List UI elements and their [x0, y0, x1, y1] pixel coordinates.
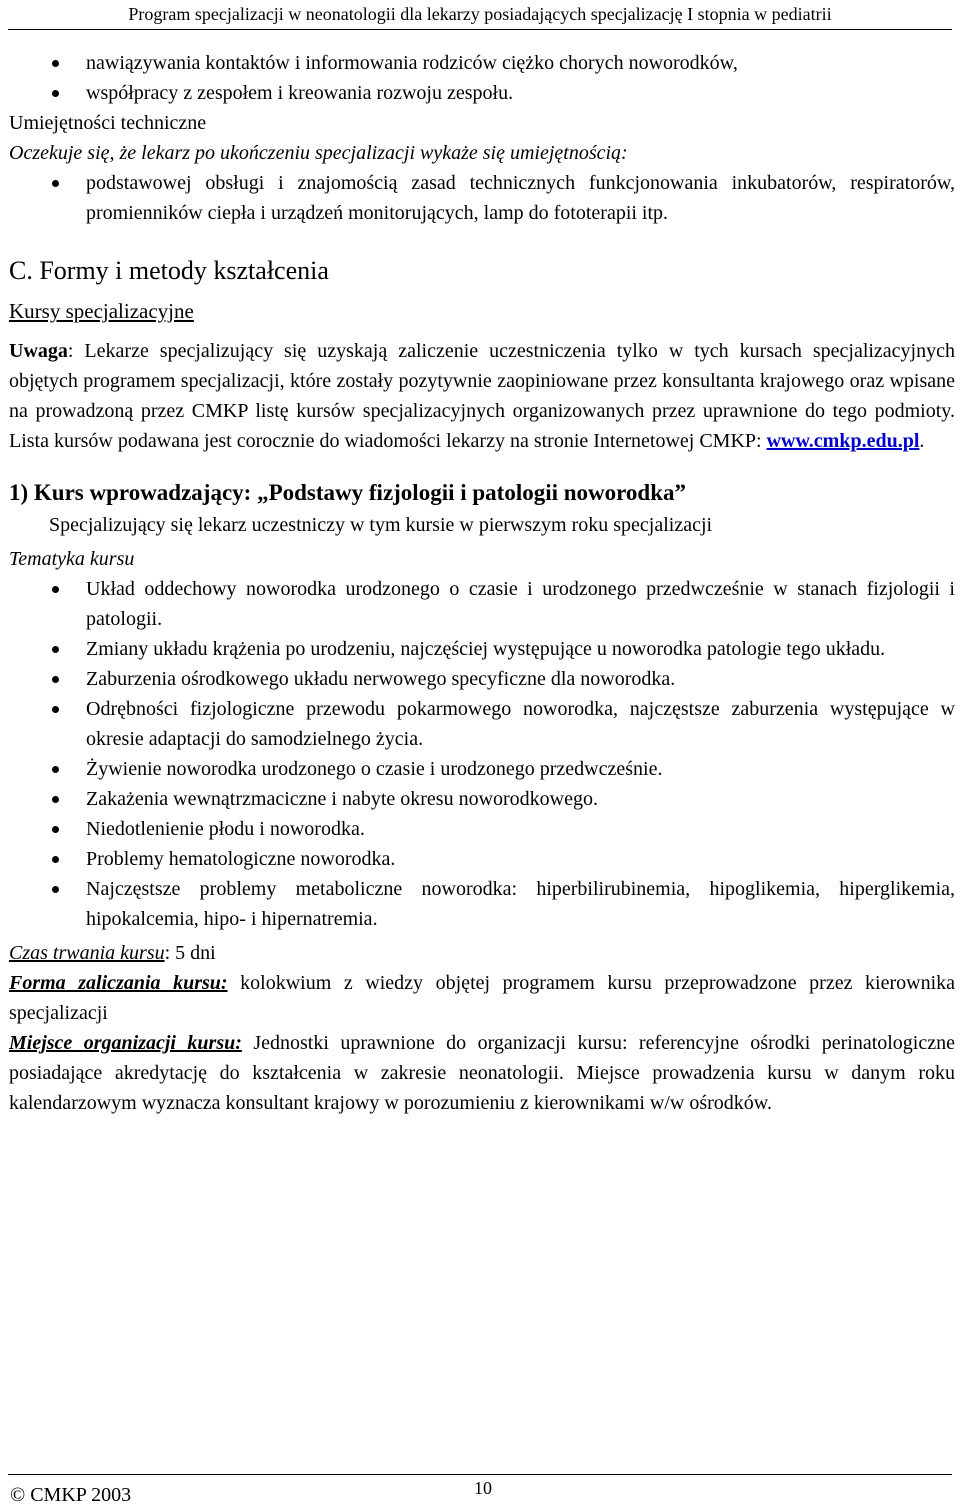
note-label: Uwaga — [9, 340, 68, 362]
course-1-assessment: Forma zaliczania kursu: kolokwium z wiedzy objętej programem kursu przeprowadzone przez kierownika specjalizacji — [9, 972, 956, 1024]
assessment-label: Forma zaliczania kursu: — [9, 972, 228, 994]
specialization-courses-heading: Kursy specjalizacyjne — [9, 299, 194, 323]
bullet-icon — [52, 676, 59, 683]
list-item: Zakażenia wewnątrzmaciczne i nabyte okresu noworodkowego. — [9, 784, 955, 814]
copyright: © CMKP 2003 — [10, 1484, 132, 1506]
list-item: nawiązywania kontaktów i informowania rodziców ciężko chorych noworodków, — [9, 48, 955, 78]
page-number: 10 — [474, 1478, 492, 1498]
bullet-icon — [52, 646, 59, 653]
course-1-description: Specjalizujący się lekarz uczestniczy w tym kursie w pierwszym roku specjalizacji — [49, 514, 713, 536]
bullet-icon — [52, 886, 59, 893]
list-item: Zmiany układu krążenia po urodzeniu, najczęściej występujące u noworodka patologie tego układu. — [9, 634, 955, 664]
bullet-icon — [52, 856, 59, 863]
list-item: Niedotlenienie płodu i noworodka. — [9, 814, 955, 844]
list-item: Najczęstsze problemy metaboliczne noworodka: hiperbilirubinemia, hipoglikemia, hiperglikemia, hipokalcemia, hipo- i hipernatremia. — [9, 874, 955, 934]
bullet-icon — [52, 180, 59, 187]
technical-skills-heading: Umiejętności techniczne — [9, 112, 207, 134]
list-item: Odrębności fizjologiczne przewodu pokarmowego noworodka, najczęstsze zaburzenia występujące w okresie adaptacji do samodzielnego życia. — [9, 694, 955, 754]
course-1-duration: Czas trwania kursu: 5 dni — [9, 942, 216, 964]
list-item: Zaburzenia ośrodkowego układu nerwowego specyficzne dla noworodka. — [9, 664, 955, 694]
note-text: : Lekarze specjalizujący się uzyskają zaliczenie uczestniczenia tylko w tych kursach specjalizacyjnych objętych programem specjalizacji, które zostały pozytywnie zaopiniowane przez konsultanta krajowego oraz wpisane na prowadzoną przez CMKP listę kursów specjalizacyjnych organizowanych przez uprawnione do tego podmioty. Lista kursów podawana jest corocznie do wiadomości lekarzy na stronie Internetowej CMKP: — [9, 340, 955, 452]
list-item: Problemy hematologiczne noworodka. — [9, 844, 955, 874]
list-item: Układ oddechowy noworodka urodzonego o czasie i urodzonego przedwcześnie w stanach fizjologii i patologii. — [9, 574, 955, 634]
communication-skills-list — [9, 48, 955, 108]
bullet-icon — [52, 796, 59, 803]
course-1-title: 1) Kurs wprowadzający: „Podstawy fizjologii i patologii noworodka” — [9, 480, 687, 505]
location-label: Miejsce organizacji kursu: — [9, 1032, 242, 1054]
list-item: podstawowej obsługi i znajomością zasad technicznych funkcjonowania inkubatorów, respiratorów, promienników ciepła i urządzeń monitorujących, lamp do fototerapii itp. — [9, 168, 955, 228]
list-item: Żywienie noworodka urodzonego o czasie i urodzonego przedwcześnie. — [9, 754, 955, 784]
running-header: Program specjalizacji w neonatologii dla lekarzy posiadających specjalizację I stopnia w pediatrii — [8, 2, 952, 30]
technical-skills-intro: Oczekuje się, że lekarz po ukończeniu specjalizacji wykaże się umiejętnością: — [9, 142, 628, 164]
bullet-icon — [52, 90, 59, 97]
bullet-icon — [52, 766, 59, 773]
duration-label: Czas trwania kursu — [9, 942, 165, 964]
course-1-topics-heading: Tematyka kursu — [9, 548, 135, 570]
courses-note: Uwaga: Lekarze specjalizujący się uzyskają zaliczenie uczestniczenia tylko w tych kursach specjalizacyjnych objętych programem specjalizacji, które zostały pozytywnie zaopiniowane przez konsultanta krajowego oraz wpisane na prowadzoną przez CMKP listę kursów specjalizacyjnych organizowanych przez uprawnione do tego podmioty. Lista kursów podawana jest corocznie do wiadomości lekarzy na stronie Internetowej CMKP: www.cmkp.edu.pl. — [9, 340, 955, 452]
document-body — [9, 48, 955, 1118]
cmkp-website-link[interactable]: www.cmkp.edu.pl — [766, 430, 920, 452]
bullet-icon — [52, 706, 59, 713]
section-c-heading: C. Formy i metody kształcenia — [9, 256, 329, 285]
technical-skills-list — [9, 168, 955, 228]
list-item: współpracy z zespołem i kreowania rozwoju zespołu. — [9, 78, 955, 108]
bullet-icon — [52, 586, 59, 593]
course-1-topics-list — [9, 574, 955, 934]
page-footer — [8, 1474, 952, 1507]
course-1-location: Miejsce organizacji kursu: Jednostki uprawnione do organizacji kursu: referencyjne ośrodki perinatologiczne posiadające akredytację do kształcenia w zakresie neonatologii. Miejsce prowadzenia kursu w danym roku kalendarzowym wyznacza konsultant krajowy w porozumieniu z kierownikami w/w ośrodków. — [9, 1032, 955, 1114]
bullet-icon — [52, 826, 59, 833]
bullet-icon — [52, 60, 59, 67]
